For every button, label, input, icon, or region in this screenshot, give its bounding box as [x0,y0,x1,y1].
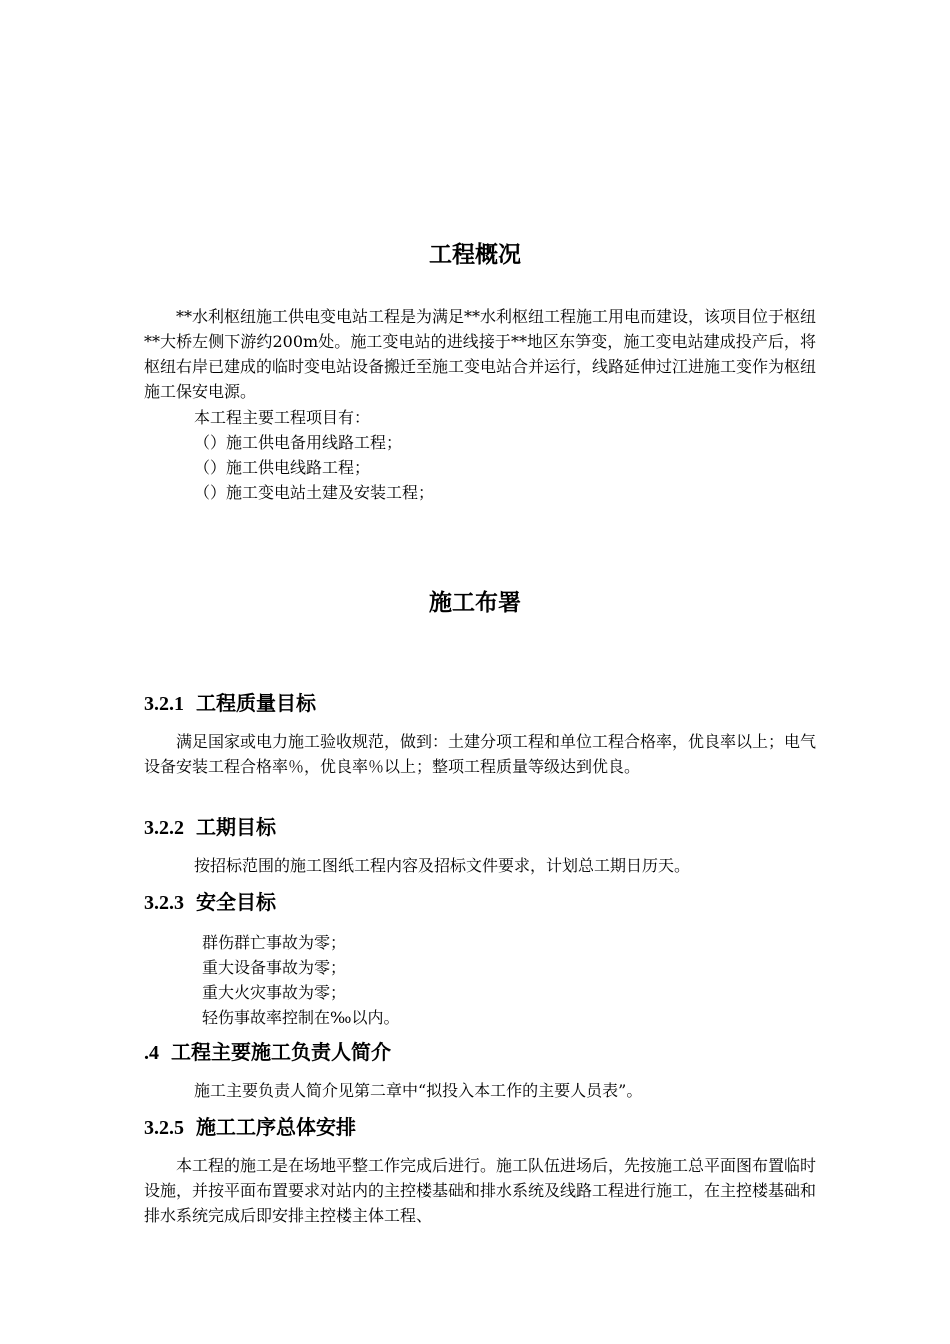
section-heading-quality [144,689,316,718]
section-heading-sequence [144,1113,356,1142]
section-heading-safety [144,888,276,917]
chapter-title-overview: 工程概况 [429,242,521,268]
safety-line: 轻伤事故率控制在‰以内。 [202,1008,400,1027]
list-item: （）施工供电线路工程； [194,458,371,477]
section-title: 工程质量目标 [196,691,316,715]
items-intro: 本工程主要工程项目有： [194,408,371,427]
section-number: .4 [144,1042,159,1064]
personnel-paragraph: 施工主要负责人简介见第二章中“拟投入本工作的主要人员表”。 [194,1081,643,1100]
overview-paragraph: **水利枢纽施工供电变电站工程是为满足**水利枢纽工程施工用电而建设，该项目位于枢纽**大桥左侧下游约200m处。施工变电站的进线接于**地区东笋变，施工变电站建成投产后，将枢纽右岸已建成的临时变电站设备搬迁至施工变电站合并运行，线路延伸过江进施工变作为枢纽施工保安电源。 [144,307,817,401]
section-number: 3.2.3 [144,892,184,914]
list-item: （）施工变电站土建及安装工程； [194,483,435,502]
safety-line: 群伤群亡事故为零； [202,933,347,952]
section-number: 3.2.5 [144,1117,184,1139]
section-title: 施工工序总体安排 [196,1115,356,1139]
sequence-paragraph: 本工程的施工是在场地平整工作完成后进行。施工队伍进场后，先按施工总平面图布置临时设施，并按平面布置要求对站内的主控楼基础和排水系统及线路工程进行施工，在主控楼基础和排水系统完成后即安排主控楼主体工程、 [144,1156,817,1225]
safety-line: 重大火灾事故为零； [202,983,347,1002]
quality-paragraph: 满足国家或电力施工验收规范，做到：土建分项工程和单位工程合格率，优良率以上；电气设备安装工程合格率％，优良率％以上；整项工程质量等级达到优良。 [144,732,817,776]
section-title: 安全目标 [196,890,276,914]
section-number: 3.2.1 [144,693,184,715]
section-number: 3.2.2 [144,817,184,839]
section-title: 工期目标 [196,815,276,839]
list-item: （）施工供电备用线路工程； [194,433,403,452]
section-heading-schedule [144,813,276,842]
section-title: 工程主要施工负责人简介 [171,1040,391,1064]
schedule-paragraph: 按招标范围的施工图纸工程内容及招标文件要求，计划总工期日历天。 [194,856,691,875]
safety-line: 重大设备事故为零； [202,958,347,977]
chapter-title-deployment: 施工布署 [429,590,521,616]
section-heading-personnel [144,1038,391,1067]
